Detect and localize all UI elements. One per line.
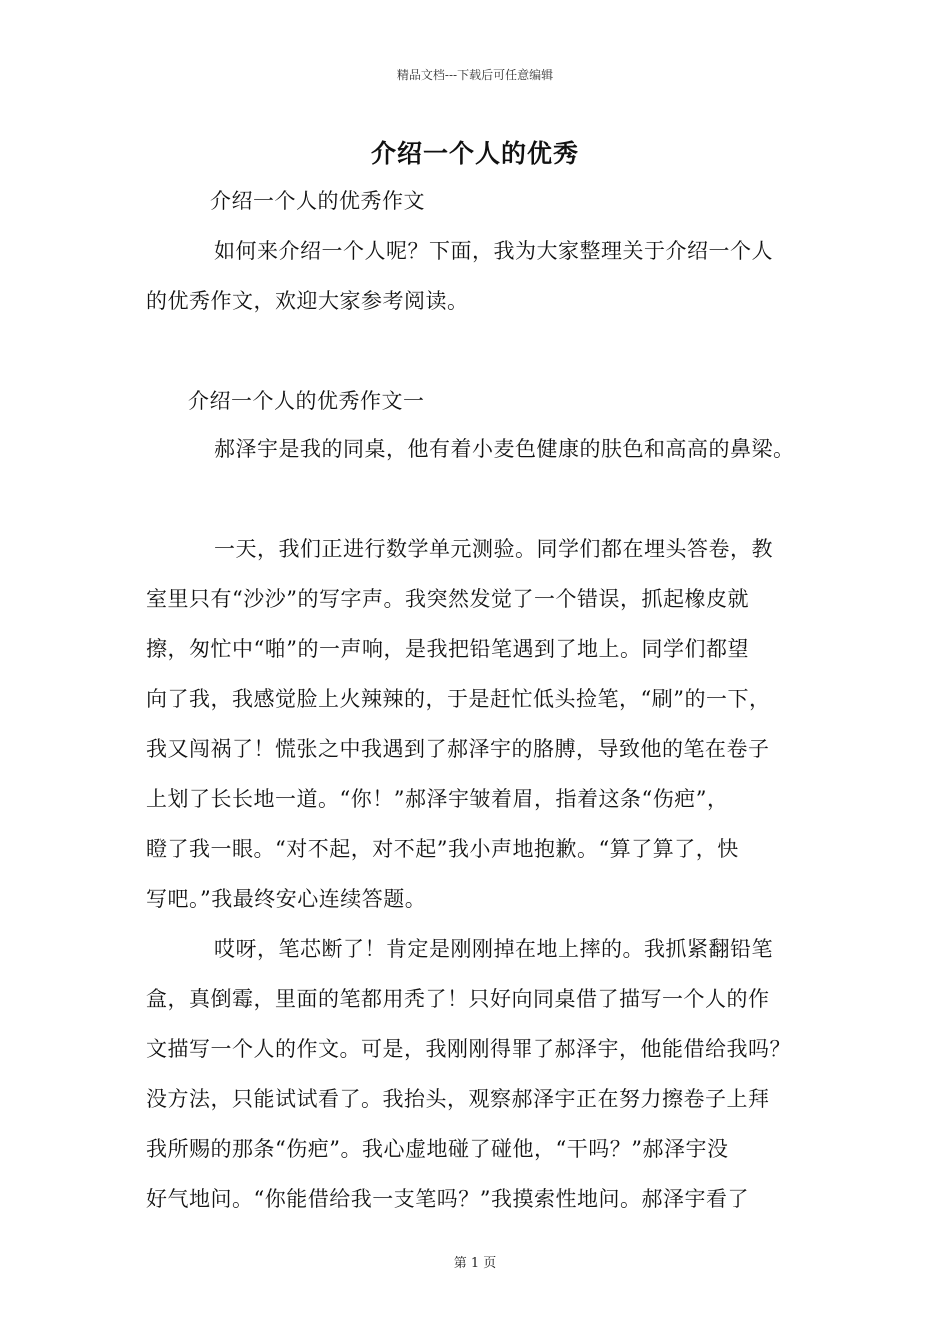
page-number: 第 1 页 — [453, 1256, 497, 1271]
paragraph-line: 向了我，我感觉脸上火辣辣的，于是赶忙低头捡笔，“刷”的一下， — [146, 687, 771, 711]
paragraph-line: 盒，真倒霉，里面的笔都用秃了！只好向同桌借了描写一个人的作 — [146, 987, 770, 1011]
document-title: 介绍一个人的优秀 — [370, 139, 579, 168]
paragraph-line: 瞪了我一眼。“对不起，对不起”我小声地抱歉。“算了算了，快 — [146, 837, 739, 861]
paragraph-line: 一天，我们正进行数学单元测验。同学们都在埋头答卷，教 — [214, 537, 773, 561]
paragraph-line: 写吧。”我最终安心连续答题。 — [146, 887, 427, 911]
paragraph-line: 哎呀，笔芯断了！肯定是刚刚掉在地上摔的。我抓紧翻铅笔 — [214, 937, 773, 961]
paragraph-line: 室里只有“沙沙”的写字声。我突然发觉了一个错误，抓起橡皮就 — [146, 587, 749, 611]
paragraph-line: 擦，匆忙中“啪”的一声响，是我把铅笔遇到了地上。同学们都望 — [146, 637, 749, 661]
paragraph-line: 我所赐的那条“伤疤”。我心虚地碰了碰他，“干吗？”郝泽宇没 — [146, 1137, 729, 1161]
paragraph-line: 郝泽宇是我的同桌，他有着小麦色健康的肤色和高高的鼻梁。 — [214, 437, 795, 461]
paragraph-line: 如何来介绍一个人呢？下面，我为大家整理关于介绍一个人 — [214, 239, 773, 263]
paragraph-line: 没方法，只能试试看了。我抬头，观察郝泽宇正在努力擦卷子上拜 — [146, 1087, 770, 1111]
paragraph-line: 好气地问。“你能借给我一支笔吗？”我摸索性地问。郝泽宇看了 — [146, 1187, 749, 1211]
section-heading: 介绍一个人的优秀作文一 — [188, 389, 425, 413]
paragraph-line: 上划了长长地一道。“你！”郝泽宇皱着眉，指着这条“伤疤”， — [146, 787, 729, 811]
page-header: 精品文档---下载后可任意编辑 — [396, 68, 554, 82]
paragraph-line: 我又闯祸了！慌张之中我遇到了郝泽宇的胳膊，导致他的笔在卷子 — [146, 737, 770, 761]
paragraph-line: 的优秀作文，欢迎大家参考阅读。 — [146, 289, 469, 313]
subtitle-line: 介绍一个人的优秀作文 — [210, 189, 425, 213]
paragraph-line: 文描写一个人的作文。可是，我刚刚得罪了郝泽宇，他能借给我吗？ — [146, 1037, 791, 1061]
